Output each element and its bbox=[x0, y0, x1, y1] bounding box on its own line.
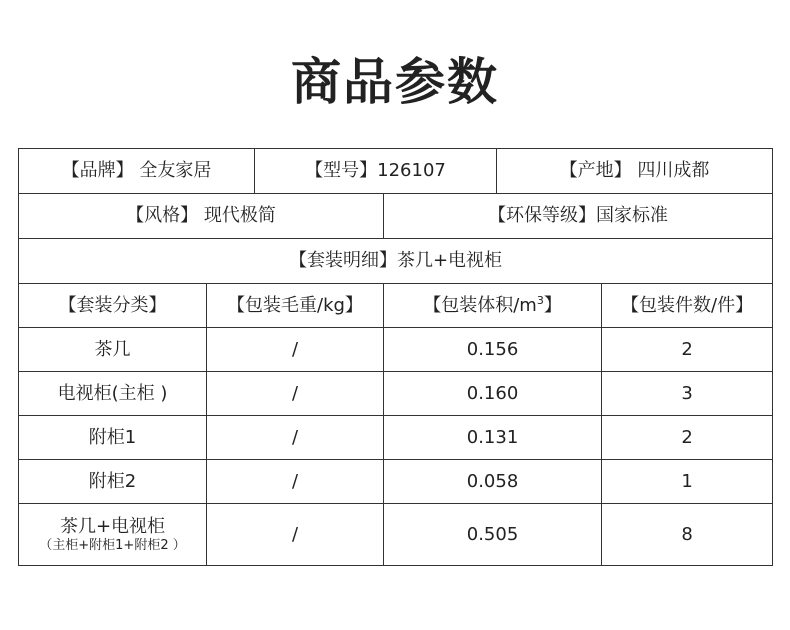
table-row bbox=[19, 416, 773, 460]
row-weight: / bbox=[207, 372, 384, 416]
row-weight: / bbox=[207, 416, 384, 460]
row-weight: / bbox=[207, 460, 384, 504]
table-row bbox=[19, 460, 773, 504]
row-category-sub-note: （主柜+附柜1+附柜2 ） bbox=[39, 537, 186, 553]
info-row-1 bbox=[19, 149, 773, 194]
row-volume: 0.505 bbox=[384, 504, 602, 566]
header-row bbox=[19, 284, 773, 328]
row-pieces: 8 bbox=[602, 504, 773, 566]
row-pieces: 1 bbox=[602, 460, 773, 504]
product-spec-table bbox=[18, 148, 773, 566]
model-cell: 【型号】126107 bbox=[255, 149, 497, 194]
row-category: 电视柜(主柜 ) bbox=[19, 372, 207, 416]
row-weight: / bbox=[207, 328, 384, 372]
page-title: 商品参数 bbox=[291, 53, 499, 111]
origin-cell: 【产地】 四川成都 bbox=[497, 149, 773, 194]
row-category: 附柜1 bbox=[19, 416, 207, 460]
row-volume: 0.160 bbox=[384, 372, 602, 416]
row-category-main: 茶几+电视柜 bbox=[59, 515, 166, 537]
row-pieces: 2 bbox=[602, 416, 773, 460]
eco-grade-cell: 【环保等级】国家标准 bbox=[384, 194, 773, 239]
style-cell: 【风格】 现代极简 bbox=[19, 194, 384, 239]
table-row bbox=[19, 372, 773, 416]
row-weight: / bbox=[207, 504, 384, 566]
row-volume: 0.156 bbox=[384, 328, 602, 372]
header-pieces: 【包装件数/件】 bbox=[602, 284, 773, 328]
header-volume-suffix: 】 bbox=[543, 294, 562, 316]
header-weight: 【包装毛重/kg】 bbox=[207, 284, 384, 328]
header-volume-prefix: 【包装体积/m bbox=[423, 294, 537, 316]
header-volume-sup: 3 bbox=[536, 293, 544, 307]
brand-cell: 【品牌】 全友家居 bbox=[19, 149, 255, 194]
row-category: 附柜2 bbox=[19, 460, 207, 504]
row-pieces: 3 bbox=[602, 372, 773, 416]
row-category: 茶几 bbox=[19, 328, 207, 372]
info-row-3 bbox=[19, 239, 773, 284]
row-volume: 0.058 bbox=[384, 460, 602, 504]
row-volume: 0.131 bbox=[384, 416, 602, 460]
row-pieces: 2 bbox=[602, 328, 773, 372]
info-row-2 bbox=[19, 194, 773, 239]
header-volume bbox=[384, 284, 602, 328]
row-category bbox=[19, 504, 207, 566]
header-category: 【套装分类】 bbox=[19, 284, 207, 328]
set-detail-cell: 【套装明细】茶几+电视柜 bbox=[19, 239, 773, 284]
table-row bbox=[19, 504, 773, 566]
table-row bbox=[19, 328, 773, 372]
